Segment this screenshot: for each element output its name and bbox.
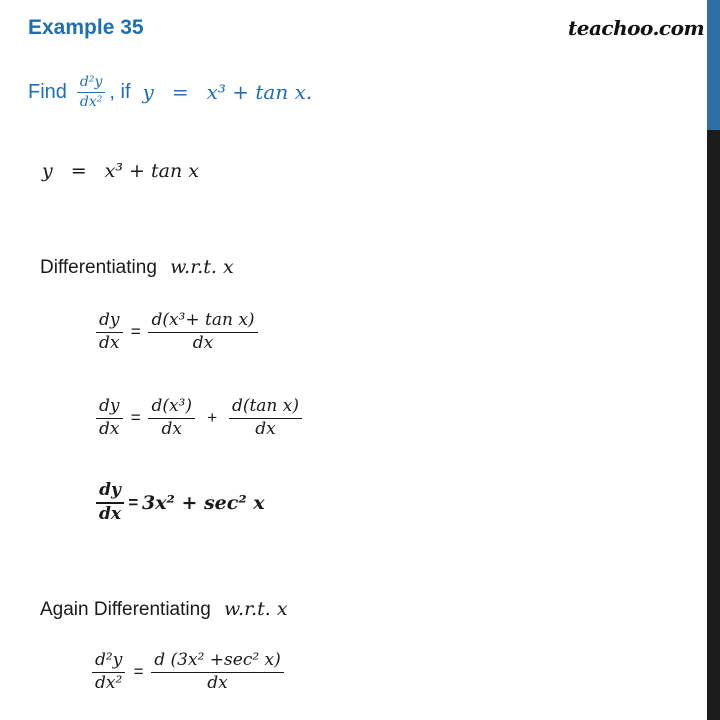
scrollbar-thumb[interactable]: [707, 0, 720, 130]
again-differentiating-text: Again Differentiating: [40, 599, 211, 620]
question-frac-numerator: d²y: [77, 75, 105, 93]
step4-rhs-numerator: d (3x² +sec² x): [151, 652, 284, 673]
step2-term2-fraction: [229, 398, 302, 439]
step3-rhs: 3x² + sec² x: [141, 491, 265, 514]
question-find-text: Find: [28, 80, 67, 103]
question-rhs: x³ + tan x.: [206, 80, 313, 104]
question-if-text: , if: [109, 80, 131, 103]
step2-term1-denominator: dx: [161, 418, 182, 439]
given-equals: =: [70, 160, 87, 182]
derivative-step-1: [96, 312, 258, 353]
step3-lhs-denominator: dx: [99, 503, 122, 524]
step2-lhs-numerator: dy: [96, 398, 123, 419]
given-lhs: y: [42, 160, 53, 182]
step2-lhs-denominator: dx: [99, 418, 120, 439]
step2-plus: +: [207, 408, 217, 428]
step3-equals: =: [128, 492, 138, 512]
step1-rhs-denominator: dx: [192, 332, 214, 353]
given-rhs: x³ + tan x: [104, 160, 199, 182]
second-derivative-step: [92, 652, 284, 693]
step1-rhs-fraction: [148, 312, 257, 353]
step2-term1-numerator: d(x³): [148, 398, 195, 419]
step4-equals: =: [133, 662, 144, 682]
differentiating-wrt: w.r.t. x: [170, 256, 234, 278]
again-differentiating-wrt: w.r.t. x: [224, 598, 288, 620]
step4-lhs-denominator: dx²: [95, 672, 123, 693]
question-frac-denominator: dx²: [79, 93, 103, 110]
step2-equals: =: [130, 408, 141, 428]
differentiating-label: [40, 256, 234, 279]
question-line: [28, 62, 312, 122]
step2-lhs-fraction: [96, 398, 123, 439]
first-derivative-result: [96, 482, 265, 524]
step1-lhs-fraction: [96, 312, 123, 353]
derivative-step-2: [96, 398, 302, 439]
step3-lhs-fraction: [96, 482, 124, 524]
teachoo-logo[interactable]: teachoo.com: [568, 16, 705, 40]
page-title: Example 35: [28, 16, 144, 39]
step2-term2-denominator: dx: [255, 418, 276, 439]
step4-lhs-fraction: [92, 652, 125, 693]
question-equals: =: [171, 80, 189, 104]
step1-lhs-denominator: dx: [99, 332, 120, 353]
differentiating-text: Differentiating: [40, 257, 157, 278]
step1-equals: =: [130, 322, 141, 342]
step3-lhs-numerator: dy: [96, 482, 124, 504]
step4-rhs-denominator: dx: [207, 672, 228, 693]
question-lhs: y: [142, 80, 154, 104]
given-equation: [42, 160, 199, 182]
question-fraction: [77, 75, 105, 109]
step4-rhs-fraction: [151, 652, 284, 693]
again-differentiating-label: [40, 598, 288, 621]
step1-lhs-numerator: dy: [96, 312, 123, 333]
step1-rhs-numerator: d(x³+ tan x): [148, 312, 257, 333]
step4-lhs-numerator: d²y: [92, 652, 125, 673]
step2-term1-fraction: [148, 398, 195, 439]
step2-term2-numerator: d(tan x): [229, 398, 302, 419]
